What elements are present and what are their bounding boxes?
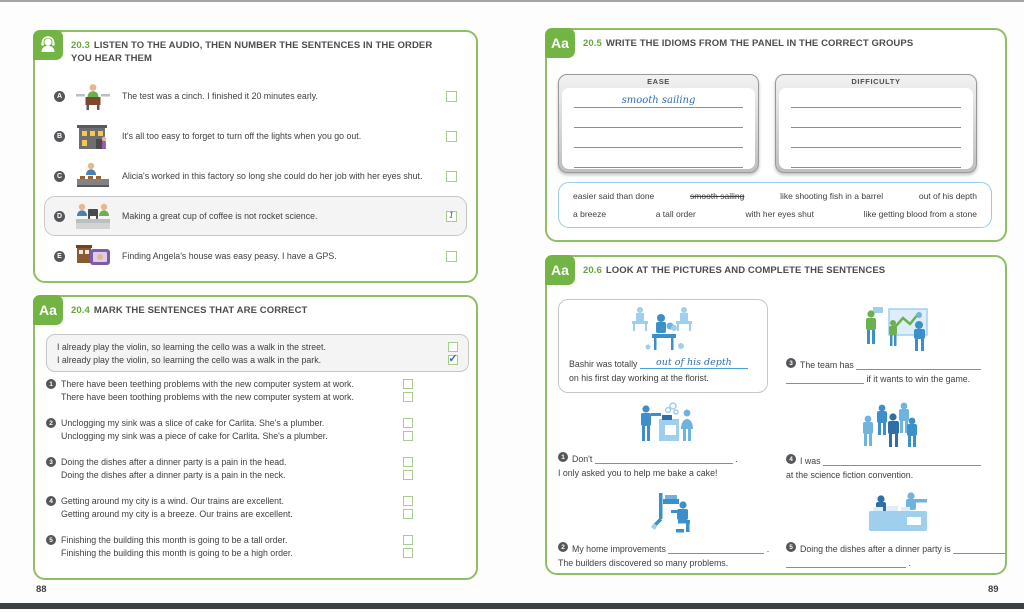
difficulty-writing-area	[779, 88, 973, 169]
item-3-cell: 3 The team has if it wants to win the game.	[786, 305, 1008, 393]
example-sentence: I already play the violin, so learning the cello was a walk in the park.	[57, 354, 322, 365]
answer-checkbox-e[interactable]	[446, 251, 457, 262]
pair5-checkbox-a[interactable]	[403, 535, 413, 545]
idiom: like shooting fish in a barrel	[780, 191, 884, 201]
exercise-number: 20.5	[583, 38, 602, 49]
answer-blank[interactable]	[856, 360, 981, 370]
washing-dishes-image	[786, 491, 1008, 537]
page-number-right: 89	[988, 584, 999, 595]
top-divider	[0, 0, 1024, 2]
answer-checkbox-b[interactable]	[446, 131, 457, 142]
audio-row-c	[44, 156, 467, 196]
write-line[interactable]	[791, 128, 961, 148]
answer-blank[interactable]	[823, 456, 981, 466]
house-lights-image	[73, 120, 113, 152]
pair2-checkbox-b[interactable]	[403, 431, 413, 441]
difficulty-group-box	[775, 74, 977, 173]
exercise-20-4-title: 20.4 MARK THE SENTENCES THAT ARE CORRECT	[71, 305, 308, 316]
number-badge: 4	[46, 496, 56, 506]
write-line[interactable]	[574, 148, 743, 168]
pair-5: 5 Finishing the building this month is going to be a tall order. Finishing the building this month is going to be a high order.	[46, 533, 413, 560]
handwritten-answer: out of his depth	[656, 357, 732, 368]
ease-group-box	[558, 74, 759, 173]
example-checkbox-2[interactable]	[448, 355, 458, 365]
exercise-20-5-title: 20.5 WRITE THE IDIOMS FROM THE PANEL IN THE CORRECT GROUPS	[583, 38, 914, 49]
answer-blank[interactable]	[640, 359, 748, 369]
sentence-pairs	[46, 377, 413, 572]
pair4-checkbox-a[interactable]	[403, 496, 413, 506]
number-badge: 2	[558, 542, 568, 552]
answer-blank[interactable]	[786, 374, 864, 384]
coffee-image	[73, 200, 113, 232]
aa-icon: Aa	[33, 295, 63, 325]
audio-row-a	[44, 76, 467, 116]
pair1-checkbox-a[interactable]	[403, 379, 413, 389]
number-badge: 3	[46, 457, 56, 467]
number-badge: 1	[558, 452, 568, 462]
picture-grid	[558, 297, 997, 567]
aa-icon: Aa	[545, 255, 575, 285]
pair-1: 1 There have been teething problems with the new computer system at work. There have been toothing problems with the new computer system at work.	[46, 377, 413, 404]
exercise-number: 20.6	[583, 265, 602, 276]
write-line[interactable]	[791, 88, 961, 108]
idiom: out of his depth	[918, 191, 977, 201]
audio-row-d-example	[44, 196, 467, 236]
answer-blank[interactable]	[595, 454, 733, 464]
answer-blank[interactable]	[786, 558, 906, 568]
bottom-divider	[0, 603, 1024, 609]
exercise-20-5-panel	[545, 28, 1007, 242]
pair1-checkbox-b[interactable]	[403, 392, 413, 402]
pair-3: 3 Doing the dishes after a dinner party is a pain in the head. Doing the dishes after a dinner party is a pain in the neck.	[46, 455, 413, 482]
pair-4: 4 Getting around my city is a wind. Our trains are excellent. Getting around my city is a breeze. Our trains are excellent.	[46, 494, 413, 521]
florist-image	[569, 304, 757, 352]
letter-badge: D	[54, 211, 65, 222]
exercise-20-3-title: 20.3 LISTEN TO THE AUDIO, THEN NUMBER THE SENTENCES IN THE ORDER YOU HEAR THEM	[71, 40, 433, 65]
idiom: easier said than done	[573, 191, 655, 201]
exercise-20-4-panel	[33, 295, 478, 580]
aa-icon: Aa	[545, 28, 575, 58]
sentence-text: It's all too easy to forget to turn off the lights when you go out.	[122, 131, 362, 141]
gps-image	[73, 240, 113, 272]
exercise-20-3-panel	[33, 30, 478, 283]
exercise-20-6-panel	[545, 255, 1007, 575]
checkmark: ✓	[448, 353, 458, 365]
idiom: a breeze	[573, 209, 607, 219]
number-badge: 5	[46, 535, 56, 545]
ease-header: EASE	[647, 77, 670, 86]
write-line[interactable]	[791, 108, 961, 128]
item-2-cell: 2 My home improvements . The builders discovered so many problems.	[558, 491, 773, 575]
ease-writing-area	[562, 88, 755, 169]
answer-checkbox-d[interactable]: 1	[446, 211, 457, 222]
answer-blank[interactable]	[668, 544, 764, 554]
exam-desk-image	[73, 80, 113, 112]
pair3-checkbox-b[interactable]	[403, 470, 413, 480]
audio-row-b	[44, 116, 467, 156]
answer-blank[interactable]	[953, 544, 1005, 554]
baking-image	[558, 401, 773, 447]
number-badge: 1	[46, 379, 56, 389]
sentence-text: The test was a cinch. I finished it 20 minutes early.	[122, 91, 318, 101]
idiom: with her eyes shut	[745, 209, 814, 219]
pair5-checkbox-b[interactable]	[403, 548, 413, 558]
letter-badge: C	[54, 171, 65, 182]
letter-badge: A	[54, 91, 65, 102]
convention-image	[786, 401, 1008, 449]
handwritten-answer: smooth sailing	[621, 95, 696, 106]
soccer-team-image	[786, 305, 1008, 353]
item-4-cell: 4 I was at the science fiction convention.	[786, 401, 1008, 485]
number-badge: 5	[786, 542, 796, 552]
number-badge: 2	[46, 418, 56, 428]
write-line[interactable]	[574, 108, 743, 128]
pair4-checkbox-b[interactable]	[403, 509, 413, 519]
write-line[interactable]	[791, 148, 961, 168]
sentence-text: Alicia's worked in this factory so long she could do her job with her eyes shut.	[122, 171, 423, 181]
pair-2: 2 Unclogging my sink was a slice of cake for Carlita. She's a plumber. Unclogging my sink was a piece of cake for Carlita. She's a plumber.	[46, 416, 413, 443]
sentence-text: Making a great cup of coffee is not rocket science.	[122, 211, 318, 221]
letter-badge: B	[54, 131, 65, 142]
letter-badge: E	[54, 251, 65, 262]
example-checkbox-1[interactable]	[448, 342, 458, 352]
number-badge: 3	[786, 358, 796, 368]
sentence-text: Finding Angela's house was easy peasy. I have a GPS.	[122, 251, 337, 261]
exercise-number: 20.3	[71, 40, 90, 51]
answer-checkbox-a[interactable]	[446, 91, 457, 102]
example-sentence: I already play the violin, so learning the cello was a walk in the street.	[57, 341, 326, 352]
write-line[interactable]	[574, 88, 743, 108]
answer-checkbox-c[interactable]	[446, 171, 457, 182]
audio-row-e	[44, 236, 467, 276]
page-number-left: 88	[36, 584, 47, 595]
pair2-checkbox-a[interactable]	[403, 418, 413, 428]
exercise-20-3-rows	[44, 76, 467, 276]
idiom: a tall order	[655, 209, 696, 219]
plumber-image	[558, 491, 773, 537]
item-1-cell: 1 Don't . I only asked you to help me bake a cake!	[558, 401, 773, 485]
example-cell: Bashir was totally out of his depth on his first day working at the florist.	[558, 299, 768, 393]
example-block	[46, 334, 469, 372]
exercise-number: 20.4	[71, 305, 90, 316]
idiom-word-panel	[558, 182, 992, 228]
idiom: like getting blood from a stone	[863, 209, 977, 219]
factory-image	[73, 160, 113, 192]
exercise-20-6-title: 20.6 LOOK AT THE PICTURES AND COMPLETE THE SENTENCES	[583, 265, 886, 276]
listening-icon	[33, 30, 63, 60]
idiom-crossed-out: smooth sailing	[690, 191, 745, 201]
write-line[interactable]	[574, 128, 743, 148]
item-5-cell: 5 Doing the dishes after a dinner party is .	[786, 491, 1008, 575]
number-badge: 4	[786, 454, 796, 464]
pair3-checkbox-a[interactable]	[403, 457, 413, 467]
difficulty-header: DIFFICULTY	[851, 77, 901, 86]
